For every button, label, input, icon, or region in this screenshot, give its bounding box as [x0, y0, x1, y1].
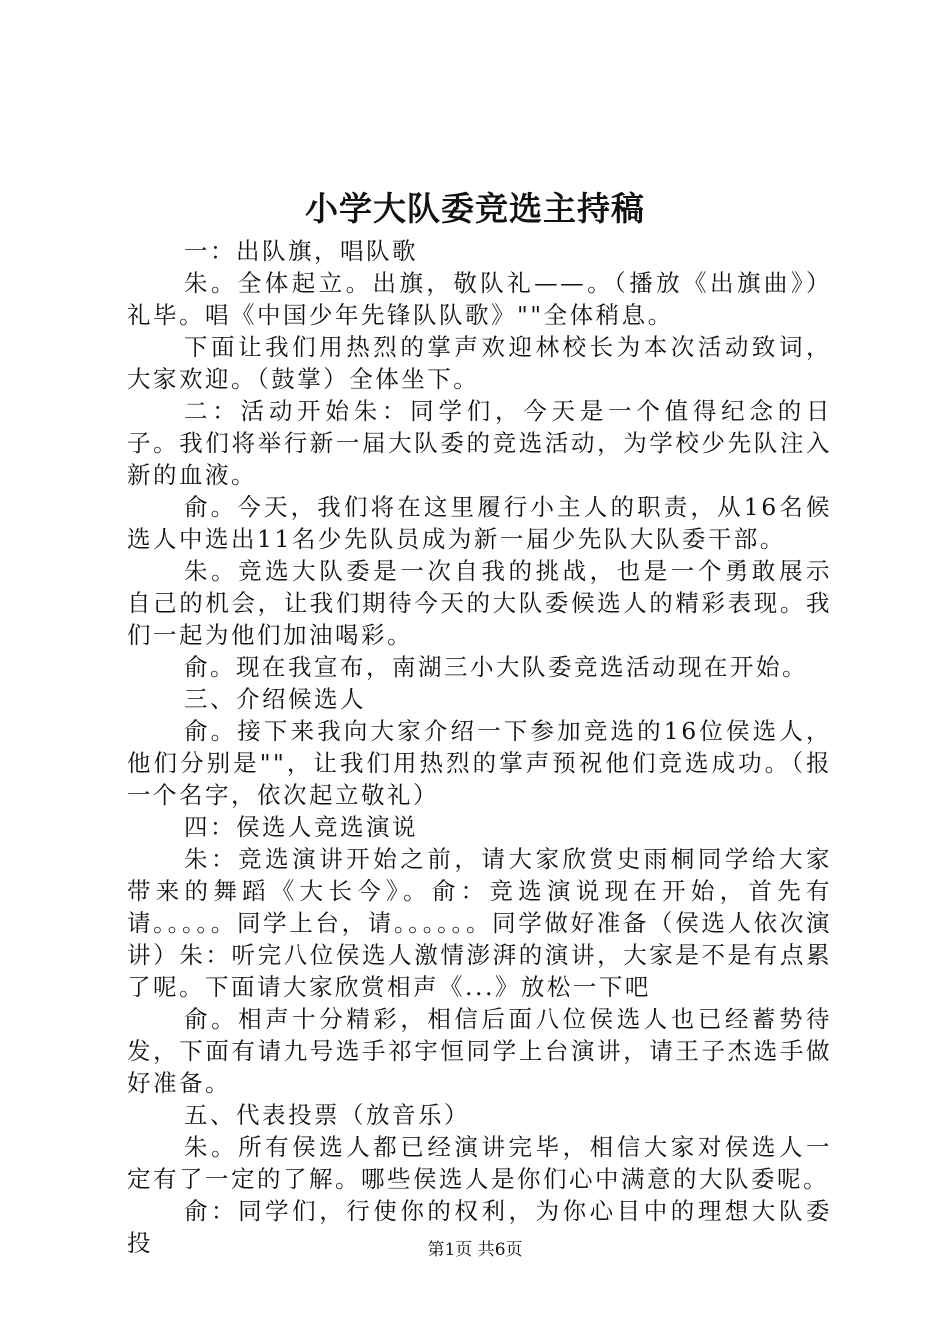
paragraph: 朱。竞选大队委是一次自我的挑战，也是一个勇敢展示自己的机会，让我们期待今天的大队委候选人的精彩表现。我们一起为他们加油喝彩。: [127, 557, 832, 649]
paragraph: 俞。相声十分精彩，相信后面八位侯选人也已经蓄势待发，下面有请九号选手祁宇恒同学上台演讲，请王子杰选手做好准备。: [127, 1005, 832, 1097]
document-title: 小学大队委竞选主持稿: [305, 189, 645, 228]
paragraph: 二：活动开始朱：同学们，今天是一个值得纪念的日子。我们将举行新一届大队委的竞选活动，为学校少先队注入新的血液。: [127, 397, 832, 489]
paragraph: 五、代表投票（放音乐）: [184, 1101, 470, 1129]
paragraph: 下面让我们用热烈的掌声欢迎林校长为本次活动致词，大家欢迎。（鼓掌）全体坐下。: [127, 333, 832, 393]
document-body: [127, 235, 832, 1259]
paragraph: 四：侯选人竞选演说: [184, 813, 418, 841]
paragraph: 朱。所有侯选人都已经演讲完毕，相信大家对侯选人一定有了一定的了解。哪些侯选人是你们心中满意的大队委呢。: [127, 1133, 832, 1193]
page-number: 第1页 共6页: [427, 1240, 523, 1260]
paragraph: 俞。接下来我向大家介绍一下参加竞选的16位侯选人，他们分别是""，让我们用热烈的掌声预祝他们竞选成功。（报一个名字，依次起立敬礼）: [127, 717, 832, 809]
paragraph: 俞。现在我宣布，南湖三小大队委竞选活动现在开始。: [184, 653, 808, 681]
paragraph: 朱：竞选演讲开始之前，请大家欣赏史雨桐同学给大家带来的舞蹈《大长今》。俞：竞选演说现在开始，首先有请。。。。。同学上台，请。。。。。。同学做好准备（侯选人依次演讲）朱：听完八位侯选人激情澎湃的演讲，大家是不是有点累了呢。下面请大家欣赏相声《...》放松一下吧: [127, 845, 832, 1001]
paragraph: 三、介绍候选人: [184, 685, 366, 713]
paragraph: 俞。今天，我们将在这里履行小主人的职责，从16名候选人中选出11名少先队员成为新一届少先队大队委干部。: [127, 493, 832, 553]
paragraph: 俞：同学们，行使你的权利，为你心目中的理想大队委投: [127, 1197, 832, 1257]
paragraph: 一：出队旗，唱队歌: [184, 237, 418, 265]
paragraph: 朱。全体起立。出旗，敬队礼——。（播放《出旗曲》）礼毕。唱《中国少年先锋队队歌》""全体稍息。: [127, 269, 832, 329]
